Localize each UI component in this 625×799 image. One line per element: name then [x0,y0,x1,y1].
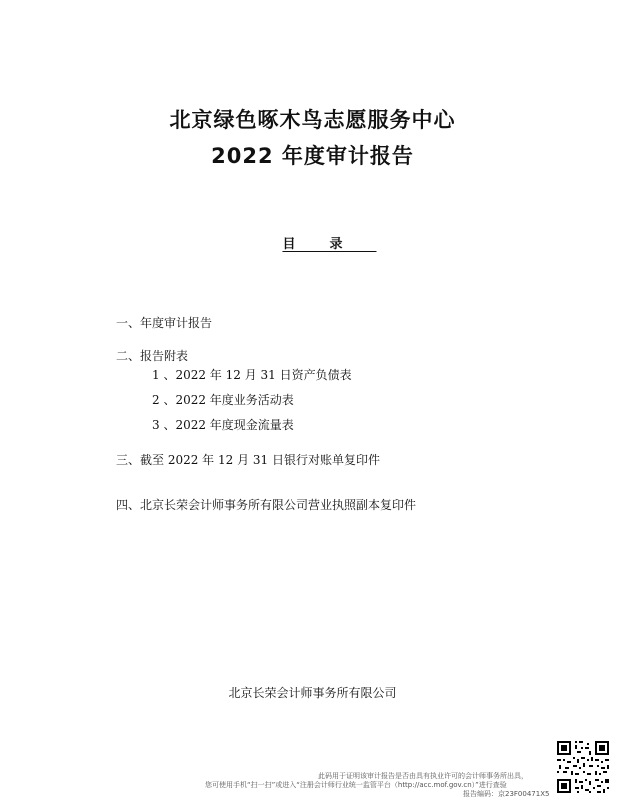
verification-note-line2: 您可使用手机“扫一扫”或进入“注册会计师行业统一监管平台（http://acc.mof.gov.cn）”进行查验 [205,781,507,789]
footer-company-name: 北京长荣会计师事务所有限公司 [228,686,397,700]
toc-subitem-cash-flow: 3 、2022 年度现金流量表 [152,418,294,432]
verification-report-code: 报告编码：京23F00471X5 [463,790,550,798]
report-title-year: 2022 年度审计报告 [211,144,414,168]
toc-item-bank-statement: 三、截至 2022 年 12 月 31 日银行对账单复印件 [116,453,380,467]
verification-note-line1: 此码用于证明该审计报告是否由具有执业许可的会计师事务所出具， [318,772,528,780]
toc-item-schedules: 二、报告附表 [116,349,189,363]
toc-subitem-balance-sheet: 1 、2022 年 12 月 31 日资产负债表 [152,368,352,382]
toc-item-business-license: 四、北京长荣会计师事务所有限公司营业执照副本复印件 [116,498,417,512]
toc-heading [0,233,625,252]
toc-heading-text: 目录 [282,237,377,252]
qr-code-icon [555,739,611,795]
report-title-organization: 北京绿色啄木鸟志愿服务中心 [169,108,456,132]
toc-item-audit-report: 一、年度审计报告 [116,316,213,330]
toc-subitem-activity-statement: 2 、2022 年度业务活动表 [152,393,294,407]
